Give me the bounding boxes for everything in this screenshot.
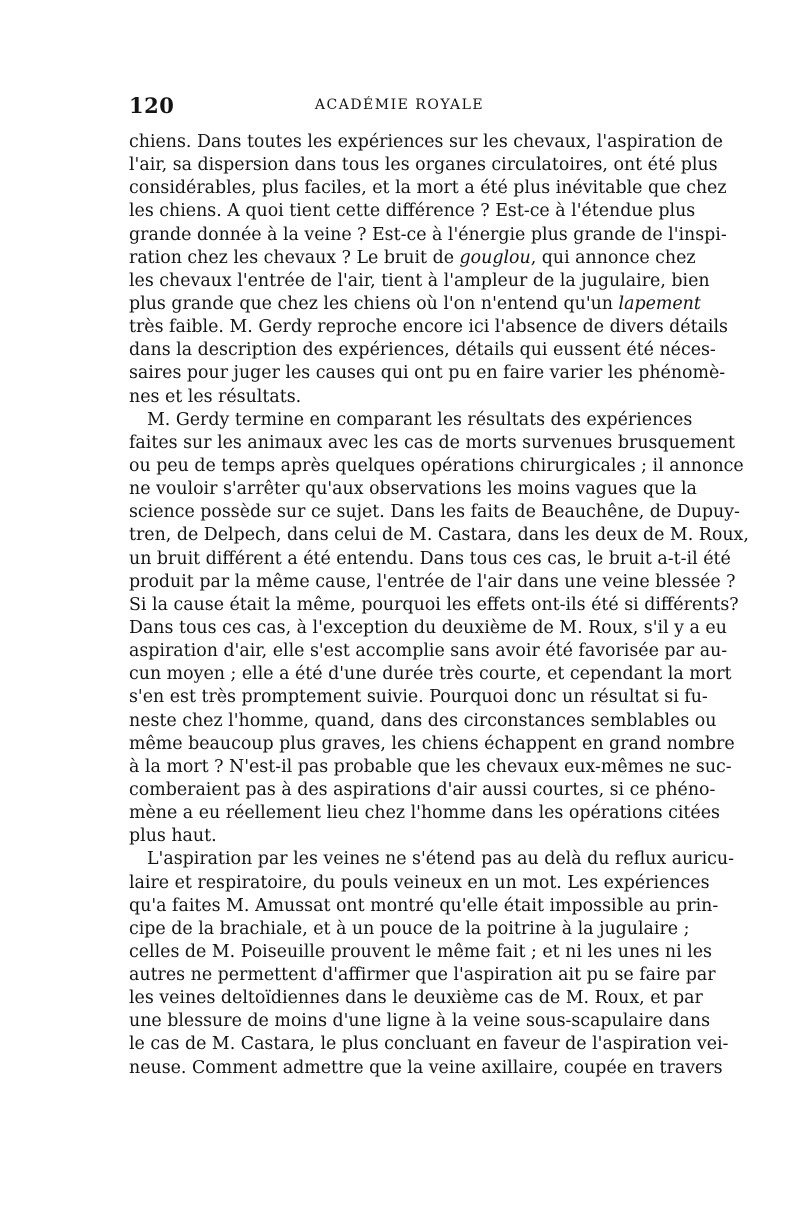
page-number: 120 — [129, 93, 175, 118]
paragraph — [129, 409, 749, 849]
text-line: plus haut. — [129, 826, 217, 847]
text-line: dans la description des expériences, détails qui eussent été néces- — [129, 340, 716, 361]
paragraph — [129, 848, 734, 1079]
text-line: l'air, sa dispersion dans tous les organes circulatoires, ont été plus — [129, 155, 718, 176]
text-line: grande donnée à la veine ? Est-ce à l'énergie plus grande de l'inspi- — [129, 224, 727, 245]
text-line: mène a eu réellement lieu chez l'homme dans les opérations citées — [129, 803, 720, 824]
text-line: considérables, plus faciles, et la mort a été plus inévitable que chez — [129, 178, 727, 199]
text-line: ration chez les chevaux ? Le bruit de gouglou, qui annonce chez — [129, 247, 696, 268]
text-line: chiens. Dans toutes les expériences sur les chevaux, l'aspiration de — [129, 132, 723, 152]
text-line: qu'a faites M. Amussat ont montré qu'elle était impossible au prin- — [129, 895, 719, 916]
text-line: M. Gerdy termine en comparant les résultats des expériences — [147, 409, 693, 430]
text-line: faites sur les animaux avec les cas de morts survenues brusquement — [129, 432, 736, 453]
text-line: aspiration d'air, elle s'est accomplie sans avoir été favorisée par au- — [129, 641, 728, 662]
text-line: cipe de la brachiale, et à un pouce de la poitrine à la jugulaire ; — [129, 918, 690, 939]
text-line: neuse. Comment admettre que la veine axillaire, coupée en travers — [129, 1057, 723, 1078]
running-header — [129, 93, 670, 123]
text-line: comberaient pas à des aspirations d'air aussi courtes, si ce phéno- — [129, 779, 716, 800]
text-line: L'aspiration par les veines ne s'étend pas au delà du reflux auricu- — [147, 849, 734, 870]
text-line: science possède sur ce sujet. Dans les faits de Beauchêne, de Dupuy- — [129, 502, 740, 523]
text-line: très faible. M. Gerdy reproche encore ici l'absence de divers détails — [129, 317, 728, 338]
text-line: à la mort ? N'est-il pas probable que les chevaux eux-mêmes ne suc- — [129, 756, 732, 777]
emphasized-word: lapement — [618, 293, 701, 314]
text-line: nes et les résultats. — [129, 386, 302, 407]
text-line: ou peu de temps après quelques opérations chirurgicales ; il annonce — [129, 455, 744, 476]
text-line: s'en est très promptement suivie. Pourquoi donc un résultat si fu- — [129, 687, 708, 708]
text-line: celles de M. Poiseuille prouvent le même fait ; et ni les unes ni les — [129, 941, 712, 962]
text-line: Dans tous ces cas, à l'exception du deuxième de M. Roux, s'il y a eu — [129, 617, 727, 638]
text-line: plus grande que chez les chiens où l'on n'entend qu'un lapement — [129, 293, 701, 314]
text-line: laire et respiratoire, du pouls veineux en un mot. Les expériences — [129, 872, 710, 893]
text-line: les chiens. A quoi tient cette différence ? Est-ce à l'étendue plus — [129, 201, 696, 222]
paragraph — [129, 131, 728, 409]
text-line: une blessure de moins d'une ligne à la veine sous-scapulaire dans — [129, 1011, 710, 1032]
text-line: saires pour juger les causes qui ont pu en faire varier les phénomè- — [129, 363, 726, 384]
emphasized-word: gouglou — [459, 247, 531, 268]
text-line: tren, de Delpech, dans celui de M. Castara, dans les deux de M. Roux, — [129, 525, 749, 546]
text-line: autres ne permettent d'affirmer que l'aspiration ait pu se faire par — [129, 965, 716, 986]
text-line: produit par la même cause, l'entrée de l'air dans une veine blessée ? — [129, 571, 736, 592]
text-line: les chevaux l'entrée de l'air, tient à l'ampleur de la jugulaire, bien — [129, 270, 710, 291]
text-line: même beaucoup plus graves, les chiens échappent en grand nombre — [129, 733, 735, 754]
text-line: le cas de M. Castara, le plus concluant en faveur de l'aspiration vei- — [129, 1034, 729, 1055]
text-line: ne vouloir s'arrêter qu'aux observations les moins vagues que la — [129, 479, 697, 500]
body-text — [129, 131, 749, 1080]
running-title: ACADÉMIE ROYALE — [314, 97, 485, 113]
text-line: cun moyen ; elle a été d'une durée très courte, et cependant la mort — [129, 664, 732, 685]
text-line: Si la cause était la même, pourquoi les effets ont-ils été si différents? — [129, 594, 739, 615]
text-line: un bruit différent a été entendu. Dans tous ces cas, le bruit a-t-il été — [129, 548, 731, 569]
text-line: les veines deltoïdiennes dans le deuxième cas de M. Roux, et par — [129, 988, 703, 1009]
text-line: neste chez l'homme, quand, dans des circonstances semblables ou — [129, 710, 717, 731]
